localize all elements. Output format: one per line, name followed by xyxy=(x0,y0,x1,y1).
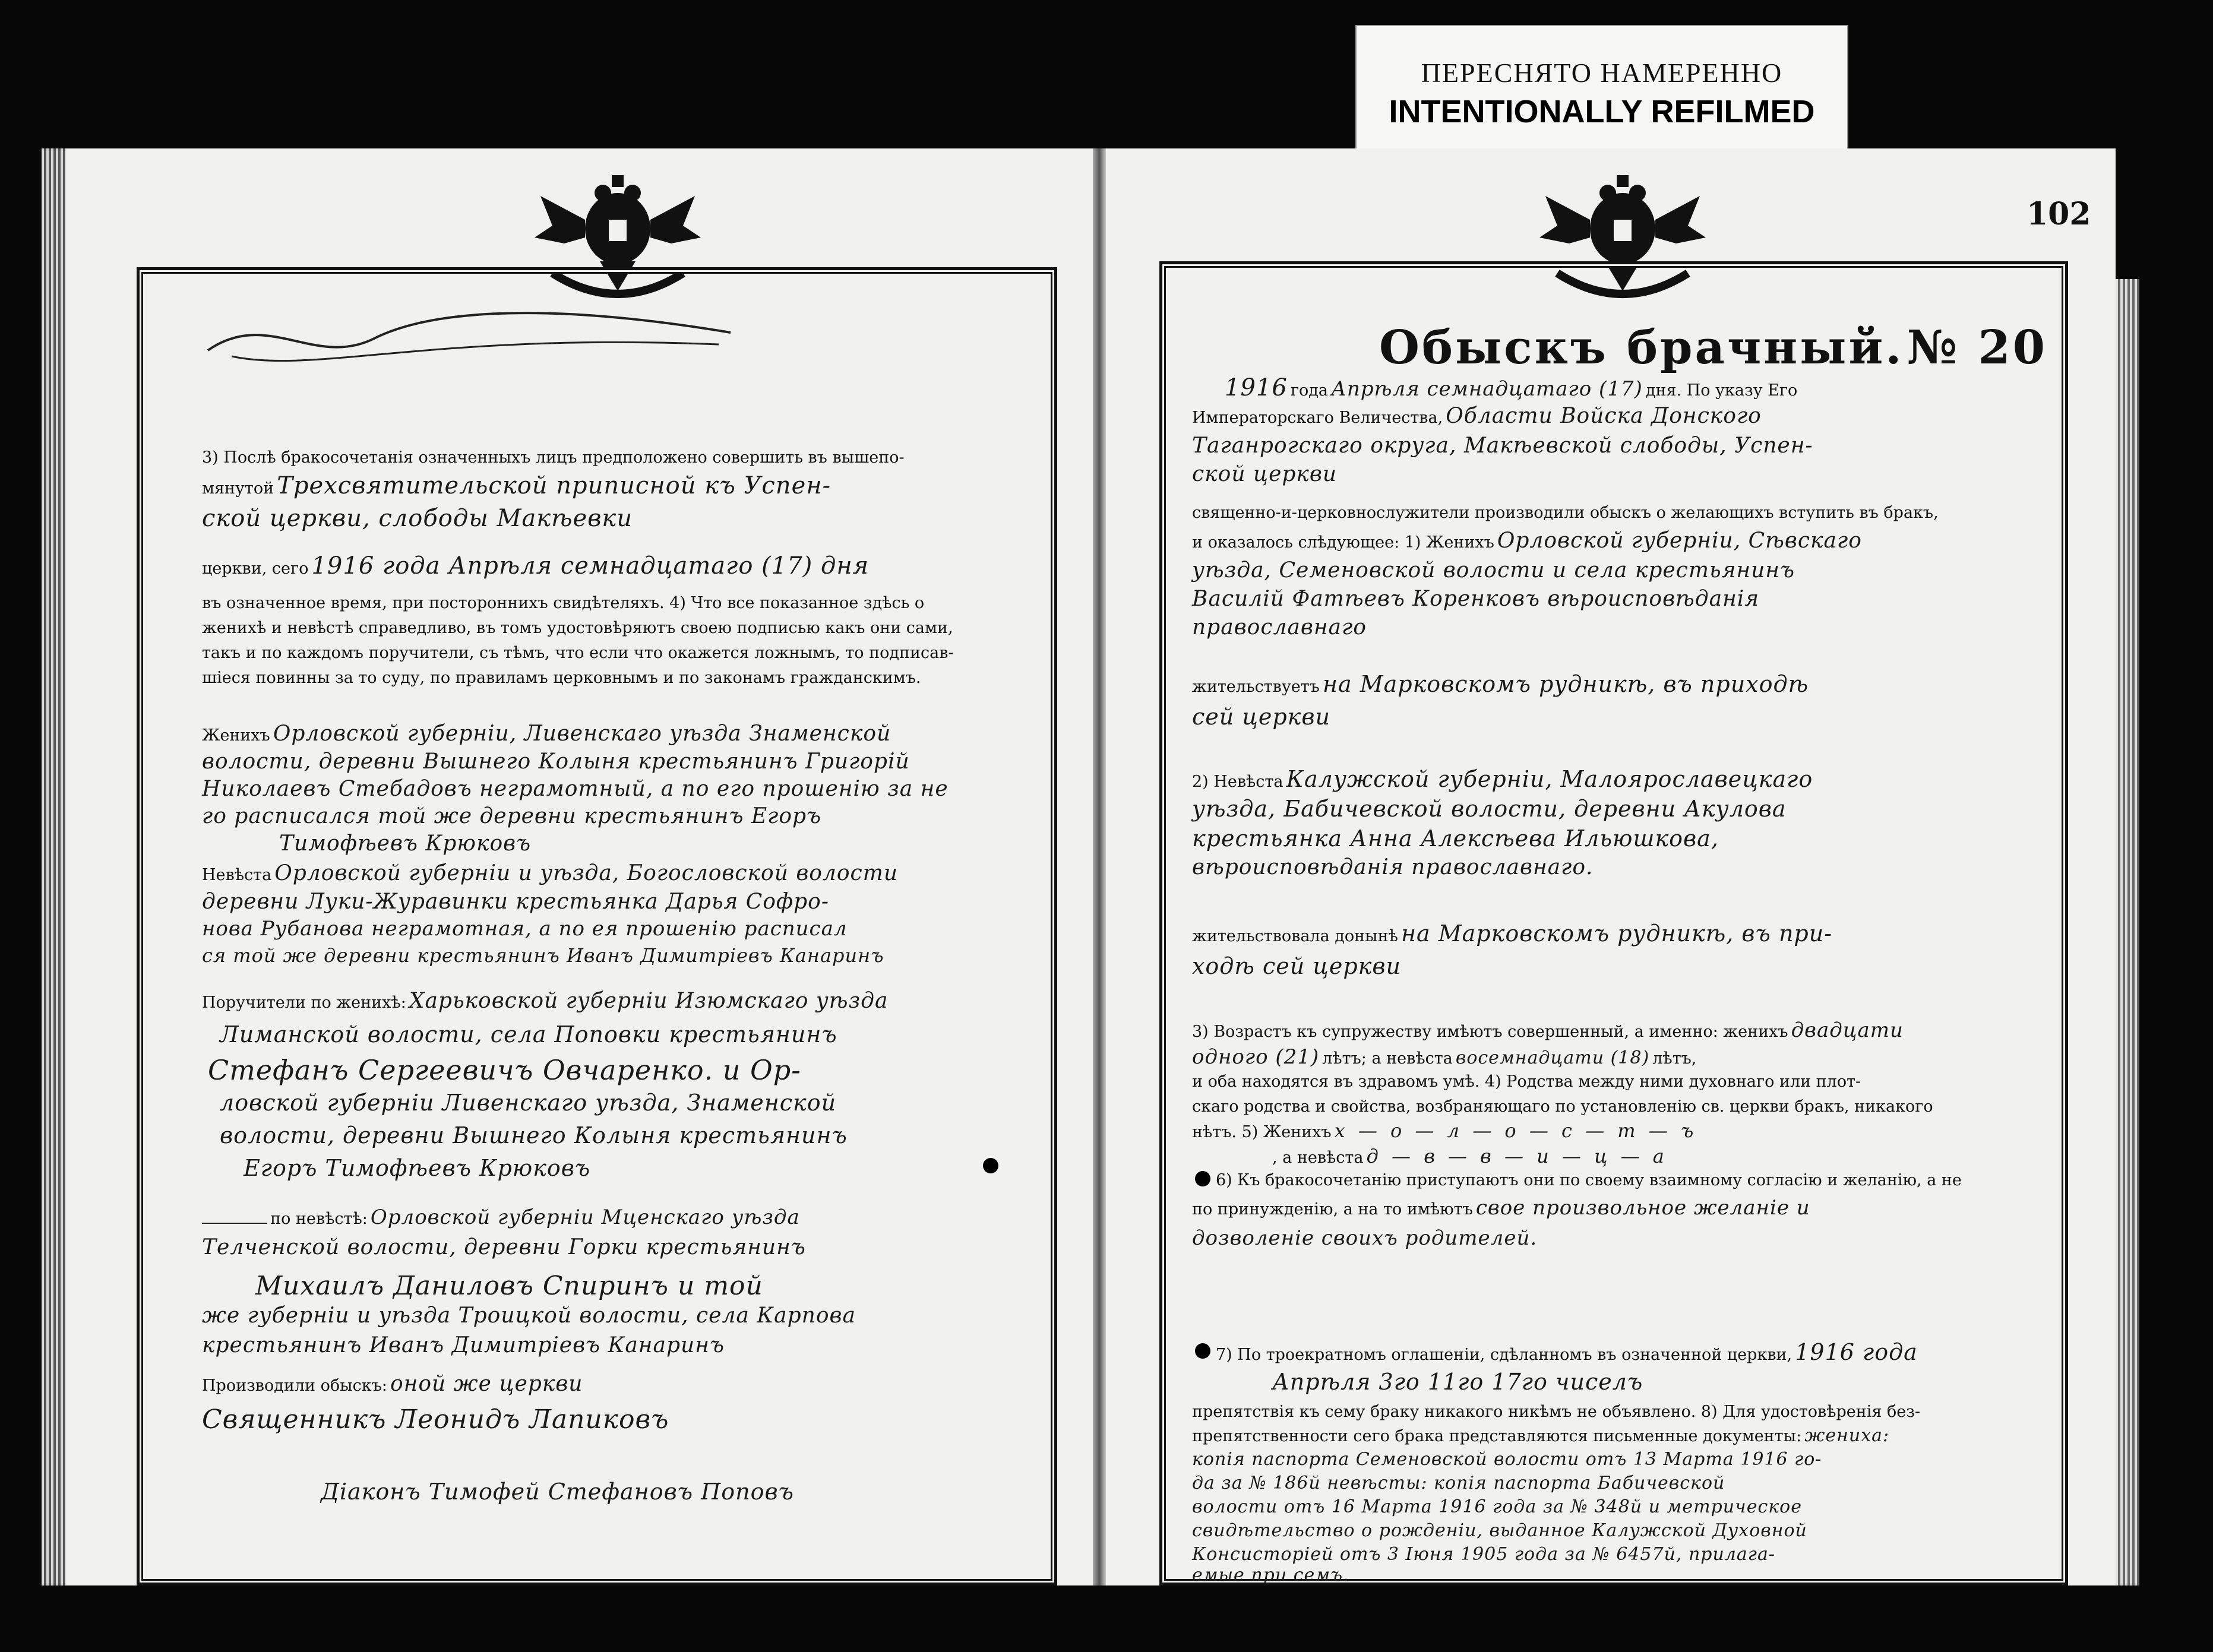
text-line: препятствія къ сему браку никакого никѣмъ не объявлено. 8) Для удостовѣренія без- xyxy=(1192,1403,1921,1421)
text-label: по принужденію, а на то имѣютъ xyxy=(1192,1200,1473,1219)
handwritten-text: 1916 xyxy=(1225,374,1288,401)
handwritten-text: 1916 года xyxy=(1795,1339,1918,1365)
handwritten-text: Орловской губерніи, Сѣвскаго xyxy=(1497,528,1862,553)
handwritten-text: вѣроисповѣданія православнаго. xyxy=(1192,855,1594,879)
bride-label: 2) Невѣста xyxy=(1192,773,1283,791)
handwritten-text: Тимофѣевъ Крюковъ xyxy=(279,831,532,856)
handwritten-text: х — о — л — о — с — т — ъ xyxy=(1334,1119,1697,1142)
bride-label: Невѣста xyxy=(202,866,272,884)
text-line xyxy=(202,552,869,580)
handwritten-text: копія паспорта Семеновской волости отъ 13 Марта 1916 го- xyxy=(1192,1449,1822,1470)
text-label: лѣтъ, xyxy=(1652,1049,1697,1068)
handwritten-text: Харьковской губерніи Изюмскаго уѣзда xyxy=(409,989,889,1013)
hole-punch-mark xyxy=(1195,1171,1210,1186)
handwritten-text: уѣзда, Семеновской волости и села крестьянинъ xyxy=(1192,558,1795,583)
bride-residence-line xyxy=(1192,920,1832,947)
handwritten-text: ловской губерніи Ливенскаго уѣзда, Знаменской xyxy=(220,1090,837,1116)
handwritten-text: д — в — в — и — ц — а xyxy=(1366,1145,1668,1167)
handwritten-text: го расписался той же деревни крестьянинъ Егоръ xyxy=(202,804,822,828)
deacon-signature: Діаконъ Тимофей Стефановъ Поповъ xyxy=(321,1479,794,1505)
text-label: 7) По троекратномъ оглашеніи, сдѣланномъ въ означенной церкви, xyxy=(1216,1346,1792,1364)
handwritten-text: сей церкви xyxy=(1192,704,1330,730)
handwritten-text: ской церкви xyxy=(1192,462,1338,486)
text-line: въ означенное время, при постороннихъ свидѣтеляхъ. 4) Что все показанное здѣсь о xyxy=(202,594,925,612)
handwritten-text: нова Рубанова неграмотная, а по ея прошенію расписал xyxy=(202,917,848,941)
stamp-text-ru: ПЕРЕСНЯТО НАМЕРЕННО xyxy=(1421,58,1783,88)
handwritten-text: Стефанъ Сергеевичъ Овчаренко. и Ор- xyxy=(208,1054,801,1086)
handwritten-text: Михаилъ Даниловъ Спиринъ и той xyxy=(255,1271,763,1301)
handwritten-text: Консисторіей отъ 3 Іюня 1905 года за № 6457й, прилага- xyxy=(1192,1544,1775,1565)
page-number: 102 xyxy=(2027,196,2091,232)
marital-status-line xyxy=(1192,1119,1697,1142)
text-label: церкви, сего xyxy=(202,559,309,578)
hole-punch-mark xyxy=(983,1158,998,1173)
groom-residence-line xyxy=(1192,671,1809,697)
handwritten-text: Орловской губерніи, Ливенскаго уѣзда Знаменской xyxy=(273,721,891,746)
consent-line xyxy=(1192,1196,1810,1220)
handwritten-text: двадцати xyxy=(1791,1018,1904,1042)
text-line: женихѣ и невѣстѣ справедливо, въ томъ удостовѣряютъ своею подписью какъ они сами, xyxy=(202,619,953,637)
text-line: и оба находятся въ здравомъ умѣ. 4) Родства между ними духовнаго или плот- xyxy=(1192,1072,1861,1091)
handwritten-text: крестьянинъ Иванъ Димитріевъ Канаринъ xyxy=(202,1333,725,1357)
handwritten-text: свидѣтельство о рожденіи, выданное Калужской Духовной xyxy=(1192,1520,1807,1541)
groom-line xyxy=(1192,528,1862,553)
handwritten-text: Орловской губерніи и уѣзда, Богословской волости xyxy=(274,861,899,885)
handwritten-text: свое произвольное желаніе и xyxy=(1475,1196,1810,1220)
guarantors-label: по невѣстѣ: xyxy=(270,1210,368,1228)
text-label: нѣтъ. 5) Женихъ xyxy=(1192,1123,1332,1141)
handwritten-text: ходѣ сей церкви xyxy=(1192,953,1401,979)
text-line: шіеся повинны за то суду, по правиламъ церковнымъ и по законамъ гражданскимъ. xyxy=(202,669,921,687)
handwritten-text: деревни Луки-Журавинки крестьянка Дарья Софро- xyxy=(202,890,829,914)
conducted-label: Производили обыскъ: xyxy=(202,1376,387,1395)
groom-label: Женихъ xyxy=(202,726,270,745)
bride-line xyxy=(202,861,898,885)
handwritten-text: Трехсвятительской приписной къ Успен- xyxy=(277,472,832,499)
text-label: Императорскаго Величества, xyxy=(1192,409,1443,427)
text-label: дня. По указу Его xyxy=(1645,381,1798,400)
record-number: № 20 xyxy=(1907,321,2048,375)
handwritten-text: ся той же деревни крестьянинъ Иванъ Димитріевъ Канаринъ xyxy=(202,944,884,967)
handwritten-text: волости, деревни Вышнего Колыня крестьянинъ xyxy=(220,1122,848,1148)
documents-line xyxy=(1192,1425,1889,1446)
handwritten-text: Апрѣля семнадцатаго (17) xyxy=(1331,377,1643,401)
guarantors-label: Поручители по женихѣ: xyxy=(202,993,406,1012)
handwritten-text: Василій Фатѣевъ Коренковъ вѣроисповѣданія xyxy=(1192,587,1760,611)
book-edge-left xyxy=(42,148,65,1585)
text-label: и оказалось слѣдующее: 1) Женихъ xyxy=(1192,533,1494,552)
text-label: , а невѣста xyxy=(1272,1148,1364,1167)
handwritten-text: на Марковскомъ рудникѣ, въ приходѣ xyxy=(1322,671,1809,697)
handwritten-text: волости, деревни Вышнего Колыня крестьянинъ Григорій xyxy=(202,749,910,774)
document-title xyxy=(1379,321,2047,375)
text-label: 3) Возрастъ къ супружеству имѣютъ совершенный, а именно: женихъ xyxy=(1192,1023,1788,1041)
handwritten-text: Лиманской волости, села Поповки крестьянинъ xyxy=(220,1021,837,1047)
conducted-line xyxy=(202,1372,583,1396)
residence-label: жительствовала донынѣ xyxy=(1192,927,1398,945)
handwritten-text: же губерніи и уѣзда Троицкой волости, села Карпова xyxy=(202,1303,856,1328)
text-line: скаго родства и свойства, возбраняющаго по установленію св. церкви бракъ, никакого xyxy=(1192,1097,1933,1116)
title-text: Обыскъ брачный. xyxy=(1379,321,1904,375)
book-edge-right xyxy=(2116,279,2139,1585)
text-label: мянутой xyxy=(202,479,274,498)
handwritten-text: восемнадцати (18) xyxy=(1455,1047,1650,1068)
handwritten-text: на Марковскомъ рудникѣ, въ при- xyxy=(1400,920,1833,947)
stamp-text-en: INTENTIONALLY REFILMED xyxy=(1389,94,1815,129)
handwritten-text: да за № 186й невѣсты: копія паспорта Бабичевской xyxy=(1192,1473,1725,1493)
age-line xyxy=(1192,1045,1696,1069)
text-line: такъ и по каждомъ поручители, съ тѣмъ, что если что окажется ложнымъ, то подписав- xyxy=(202,644,954,662)
text-line: 6) Къ бракосочетанію приступаютъ они по своему взаимному согласію и желанію, а не xyxy=(1216,1171,1962,1189)
priest-signature: Священникъ Леонидъ Лапиковъ xyxy=(202,1404,669,1435)
handwritten-text: емые при семъ. xyxy=(1192,1565,1349,1585)
text-line xyxy=(1192,404,1762,428)
banns-line xyxy=(1216,1339,1918,1365)
handwritten-text: православнаго xyxy=(1192,615,1367,640)
handwritten-text: Телченской волости, деревни Горки крестьянинъ xyxy=(202,1235,806,1259)
left-page xyxy=(65,148,1093,1585)
age-line xyxy=(1192,1018,1904,1042)
right-page xyxy=(1106,148,2116,1585)
bride-line xyxy=(1192,766,1813,792)
handwritten-text: оной же церкви xyxy=(390,1372,583,1396)
hole-punch-mark xyxy=(1195,1343,1210,1359)
refilm-stamp xyxy=(1355,25,1848,154)
text-label: лѣтъ; а невѣста xyxy=(1322,1049,1453,1068)
handwritten-text: 1916 года Апрѣля семнадцатаго (17) дня xyxy=(311,552,870,580)
text-line xyxy=(202,472,831,499)
text-line: священно-и-церковнослужители производили обыскъ о желающихъ вступить въ бракъ, xyxy=(1192,504,1939,522)
handwritten-text: Калужской губерніи, Малоярославецкаго xyxy=(1286,766,1813,792)
handwritten-text: одного (21) xyxy=(1192,1045,1320,1069)
book-gutter xyxy=(1093,148,1106,1585)
text-line: 3) Послѣ бракосочетанія означенныхъ лицъ предположено совершить въ вышепо- xyxy=(202,448,905,467)
handwritten-text: жениха: xyxy=(1804,1425,1890,1446)
handwritten-text: крестьянка Анна Алексѣева Ильюшкова, xyxy=(1192,825,1719,852)
text-label: препятственности сего брака представляются письменные документы: xyxy=(1192,1427,1802,1445)
marital-status-line xyxy=(1272,1145,1668,1167)
handwritten-text: Апрѣля 3го 11го 17го чиселъ xyxy=(1272,1369,1643,1395)
blank-line xyxy=(202,1223,267,1224)
text-label: года xyxy=(1290,381,1329,400)
handwritten-text: Николаевъ Стебадовъ неграмотный, а по его прошенію за не xyxy=(202,777,949,801)
handwritten-text: Таганрогскаго округа, Макѣевской слободы, Успен- xyxy=(1192,433,1813,458)
handwritten-text: Области Войска Донского xyxy=(1446,404,1762,428)
handwritten-text: Егоръ Тимофѣевъ Крюковъ xyxy=(244,1155,591,1181)
groom-line xyxy=(202,721,891,746)
bride-guarantors-line xyxy=(202,1205,800,1229)
handwritten-text: волости отъ 16 Марта 1916 года за № 348й и метрическое xyxy=(1192,1496,1802,1517)
handwritten-text: дозволеніе своихъ родителей. xyxy=(1192,1226,1538,1250)
handwritten-text: Орловской губерніи Мценскаго уѣзда xyxy=(370,1205,800,1229)
groom-guarantors-line xyxy=(202,989,888,1013)
residence-label: жительствуетъ xyxy=(1192,678,1320,696)
text-line xyxy=(1225,374,1797,401)
handwritten-text: ской церкви, слободы Макѣевки xyxy=(202,505,633,532)
handwritten-text: уѣзда, Бабичевской волости, деревни Акулова xyxy=(1192,796,1787,822)
